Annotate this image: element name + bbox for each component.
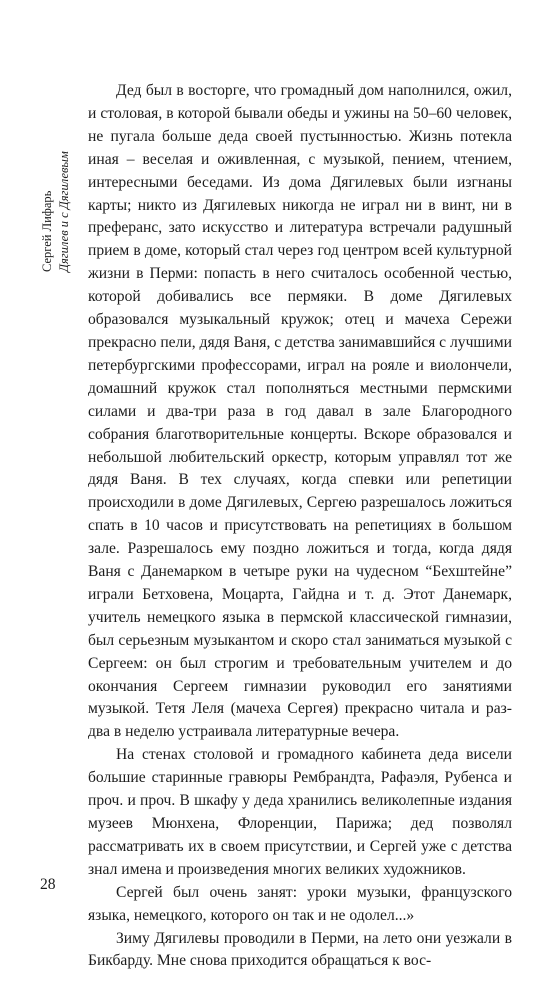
- paragraph: Сергей был очень занят: уроки музыки, французского языка, немецкого, которого он так и не одолел...»: [88, 883, 512, 924]
- paragraph: Зиму Дягилевы проводили в Перми, на лето они уезжали в Бикбарду. Мне снова приходится обращаться к вос-: [88, 929, 512, 970]
- paragraph: Дед был в восторге, что громадный дом наполнился, ожил, и столовая, в которой бывали обеды и ужины на 50–60 человек, не пугала больше деда своей пустынностью. Жизнь потекла иная – веселая и оживленная, с музыкой, пением, чтением, интересными беседами. Из дома Дягилевых были изгнаны карты; никто из Дягилевых никогда не играл ни в винт, ни в преферанс, зато искусство и литература встречали радушный прием в доме, который стал через год центром всей культурной жизни в Перми: попасть в него считалось особенной честью, которой добивались все пермяки. В доме Дягилевых образовался музыкальный кружок; отец и мачеха Сережи прекрасно пели, дядя Ваня, с детства занимавшийся с лучшими петербургскими профессорами, играл на рояле и виолончели, домашний кружок стал пополняться местными пермскими силами и два-три раза в год давал в зале Благородного собрания благотворительные концерты. Вскоре образовался и небольшой любительский оркестр, которым управлял тот же дядя Ваня. В тех случаях, когда спевки или репетиции происходили в доме Дягилевых, Сергею разрешалось ложиться спать в 10 часов и присутствовать на репетициях в большом зале. Разрешалось ему поздно ложиться и тогда, когда дядя Ваня с Данемарком в четыре руки на чудесном “Бехштейне” играли Бетховена, Моцарта, Гайдна и т. д. Этот Данемарк, учитель немецкого языка в пермской классической гимназии, был серьезным музыкантом и скоро стал заниматься музыкой с Сергеем: он был строгим и требовательным учителем и до окончания Сергеем гимназии руководил его занятиями музыкой. Тетя Леля (мачеха Сергея) прекрасно читала и раз-два в неделю устраивала литературные вечера.: [88, 82, 512, 741]
- paragraph: На стенах столовой и громадного кабинета деда висели большие старинные гравюры Рембрандта, Рафаэля, Рубенса и проч. и проч. В шкафу у деда хранились великолепные издания музеев Мюнхена, Флоренции, Парижа; дед позволял рассматривать их в своем присутствии, и Сергей уже с детства знал имена и произведения многих великих художников.: [88, 746, 512, 878]
- running-head-title: Дягилев и с Дягилевым: [57, 151, 71, 272]
- page-number: 28: [40, 876, 56, 893]
- body-text: [88, 80, 512, 973]
- running-head: [34, 92, 76, 272]
- running-head-author: Сергей Лифарь: [40, 190, 54, 272]
